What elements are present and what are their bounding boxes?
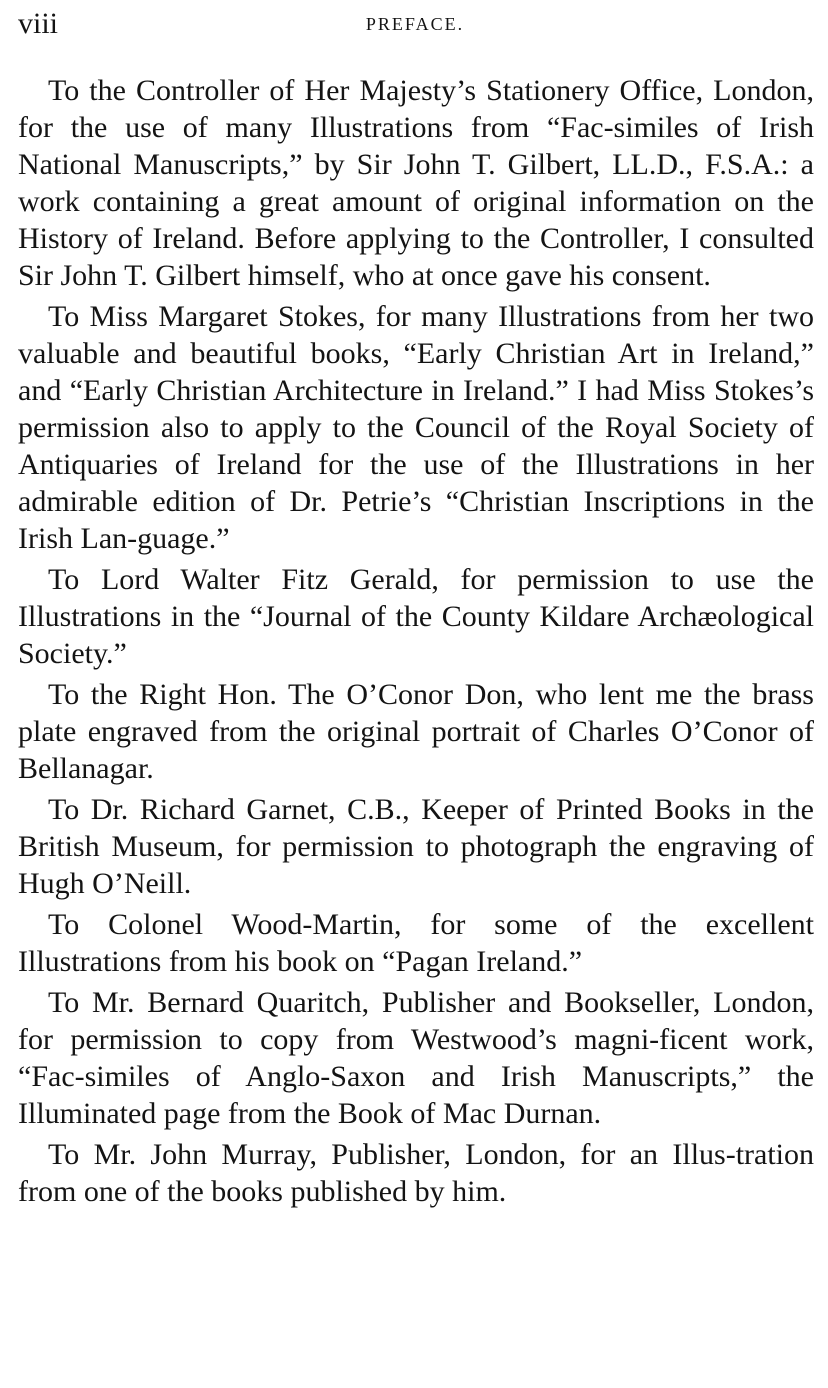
- acknowledgement-paragraph: To Miss Margaret Stokes, for many Illustrations from her two valuable and beautiful books, “Early Christian Art in Ireland,” and “Early Christian Architecture in Ireland.” I had Miss Stokes’s permission also to apply to the Council of the Royal Society of Antiquaries of Ireland for the use of the Illustrations in her admirable edition of Dr. Petrie’s “Christian Inscriptions in the Irish Lan-guage.”: [18, 300, 814, 555]
- acknowledgement-paragraph: To Lord Walter Fitz Gerald, for permission to use the Illustrations in the “Journal of the County Kildare Archæological Society.”: [18, 563, 814, 670]
- acknowledgement-paragraph: To Colonel Wood-Martin, for some of the excellent Illustrations from his book on “Pagan Ireland.”: [18, 908, 814, 978]
- acknowledgement-paragraph: To Mr. John Murray, Publisher, London, for an Illus-tration from one of the books published by him.: [18, 1138, 814, 1208]
- acknowledgement-paragraph: To the Controller of Her Majesty’s Stationery Office, London, for the use of many Illustrations from “Fac-similes of Irish National Manuscripts,” by Sir John T. Gilbert, LL.D., F.S.A.: a work containing a great amount of original information on the History of Ireland. Before applying to the Controller, I consulted Sir John T. Gilbert himself, who at once gave his consent.: [18, 74, 814, 292]
- running-title: PREFACE.: [365, 14, 465, 34]
- acknowledgement-paragraph: To the Right Hon. The O’Conor Don, who lent me the brass plate engraved from the original portrait of Charles O’Conor of Bellanagar.: [18, 678, 814, 785]
- acknowledgement-paragraph: To Dr. Richard Garnet, C.B., Keeper of Printed Books in the British Museum, for permission to photograph the engraving of Hugh O’Neill.: [18, 793, 814, 900]
- page-number: viii: [18, 7, 59, 40]
- acknowledgement-paragraph: To Mr. Bernard Quaritch, Publisher and Bookseller, London, for permission to copy from Westwood’s magni-ficent work, “Fac-similes of Anglo-Saxon and Irish Manuscripts,” the Illuminated page from the Book of Mac Durnan.: [18, 986, 814, 1130]
- running-head: [18, 4, 812, 44]
- preface-body: [18, 72, 814, 1214]
